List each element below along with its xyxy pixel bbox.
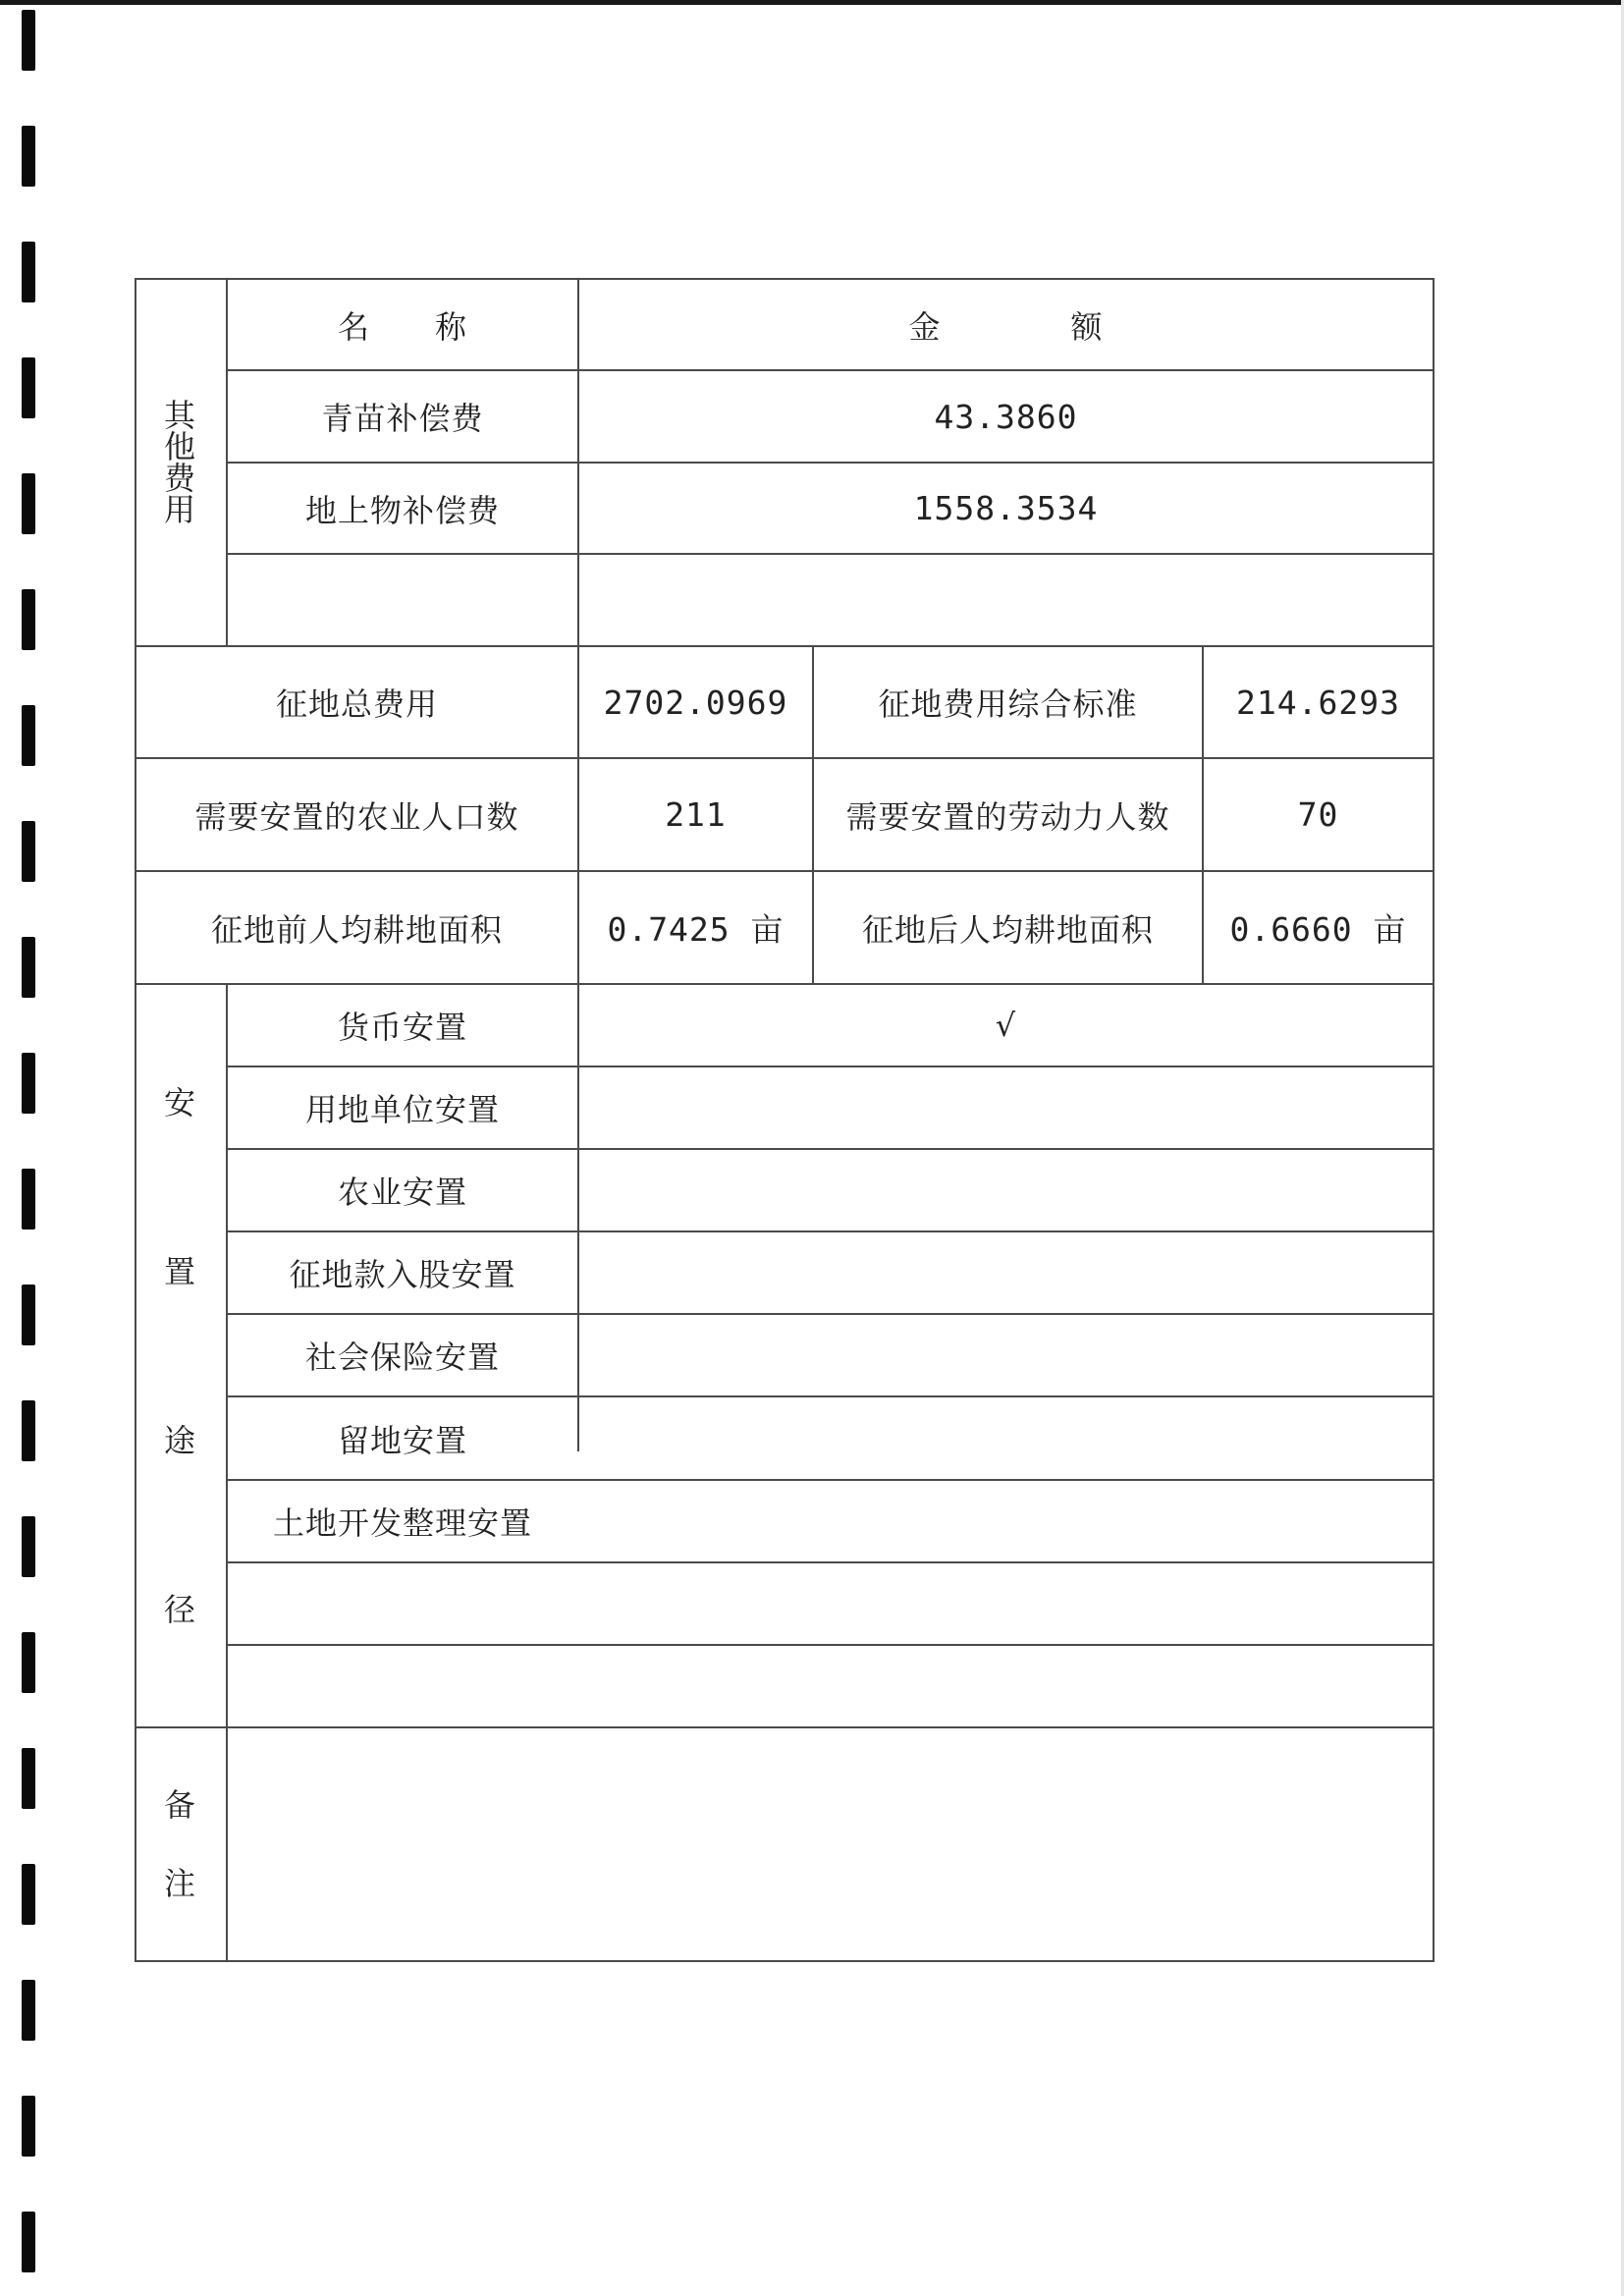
table-border [1433, 278, 1435, 1962]
resettlement-method: 农业安置 [337, 1174, 467, 1211]
summary-value: 70 [1297, 795, 1339, 834]
binding-hole [22, 1169, 35, 1230]
table-border [135, 1960, 1435, 1962]
resettlement-check [579, 1397, 1433, 1479]
remarks-label [135, 1728, 226, 1960]
binding-hole [22, 1864, 35, 1925]
group-label-char: 注 [163, 1865, 196, 1902]
summary-value: 211 [665, 795, 727, 834]
header-amount: 金 额 [908, 307, 1104, 346]
resettlement-method: 留地安置 [337, 1421, 467, 1459]
resettlement-method: 征地款入股安置 [289, 1256, 516, 1293]
binding-hole [22, 1980, 35, 2041]
resettlement-check [579, 1646, 1433, 1726]
land-acquisition-table [135, 278, 1435, 1962]
summary-label: 需要安置的劳动力人数 [845, 797, 1170, 836]
header-name: 名 称 [337, 307, 467, 346]
binding-hole [22, 126, 35, 187]
group-label-char: 径 [163, 1590, 196, 1628]
resettlement-method [228, 1563, 577, 1644]
resettlement-check [579, 1232, 1433, 1313]
binding-hole [22, 1053, 35, 1114]
resettlement-check [579, 1315, 1433, 1395]
binding-hole [22, 821, 35, 882]
group-label-char: 他 [163, 427, 196, 465]
summary-value: 0.6660 亩 [1229, 910, 1407, 949]
fee-name: 青苗补偿费 [321, 400, 484, 437]
resettlement-check [579, 1150, 1433, 1230]
resettlement-method [228, 1646, 577, 1726]
binding-hole [22, 2212, 35, 2272]
resettlement-check [579, 1563, 1433, 1644]
fee-amount: 43.3860 [934, 397, 1078, 436]
binding-hole [22, 705, 35, 766]
summary-value: 0.7425 亩 [607, 910, 785, 949]
group-label-char: 安 [163, 1083, 196, 1121]
group-label-char: 备 [163, 1786, 196, 1824]
other-fees-group-label [135, 278, 226, 646]
group-label-char: 用 [163, 490, 196, 528]
binding-hole [22, 473, 35, 534]
resettlement-check [579, 1481, 1433, 1561]
binding-hole [22, 589, 35, 650]
binding-hole [22, 1400, 35, 1461]
summary-label: 征地前人均耕地面积 [210, 910, 503, 949]
binding-hole [22, 10, 35, 71]
summary-label: 征地总费用 [275, 685, 438, 723]
fee-amount [579, 555, 1433, 645]
binding-holes [0, 0, 59, 2296]
resettlement-method: 土地开发整理安置 [272, 1504, 532, 1542]
resettlement-check: √ [995, 1007, 1017, 1044]
resettlement-method: 用地单位安置 [304, 1091, 500, 1128]
binding-hole [22, 1748, 35, 1809]
binding-hole [22, 1516, 35, 1577]
summary-label: 征地后人均耕地面积 [861, 910, 1154, 949]
binding-hole [22, 1632, 35, 1693]
resettlement-method: 货币安置 [337, 1009, 467, 1046]
summary-label: 需要安置的农业人口数 [194, 797, 519, 836]
remarks-content [228, 1728, 1433, 1960]
summary-label: 征地费用综合标准 [878, 685, 1138, 723]
scan-top-edge [0, 0, 1624, 5]
summary-value: 214.6293 [1236, 683, 1400, 722]
fee-amount: 1558.3534 [913, 489, 1099, 527]
fee-name: 地上物补偿费 [304, 491, 500, 529]
binding-hole [22, 357, 35, 418]
binding-hole [22, 937, 35, 998]
binding-hole [22, 2096, 35, 2157]
resettlement-method: 社会保险安置 [304, 1339, 500, 1376]
fee-name [228, 555, 577, 645]
summary-value: 2702.0969 [603, 683, 788, 722]
resettlement-group-label [135, 985, 226, 1726]
group-label-char: 费 [163, 459, 196, 497]
binding-hole [22, 1285, 35, 1345]
resettlement-check [579, 1067, 1433, 1148]
group-label-char: 其 [163, 396, 196, 434]
group-label-char: 置 [163, 1252, 196, 1290]
group-label-char: 途 [163, 1421, 196, 1459]
binding-hole [22, 242, 35, 302]
